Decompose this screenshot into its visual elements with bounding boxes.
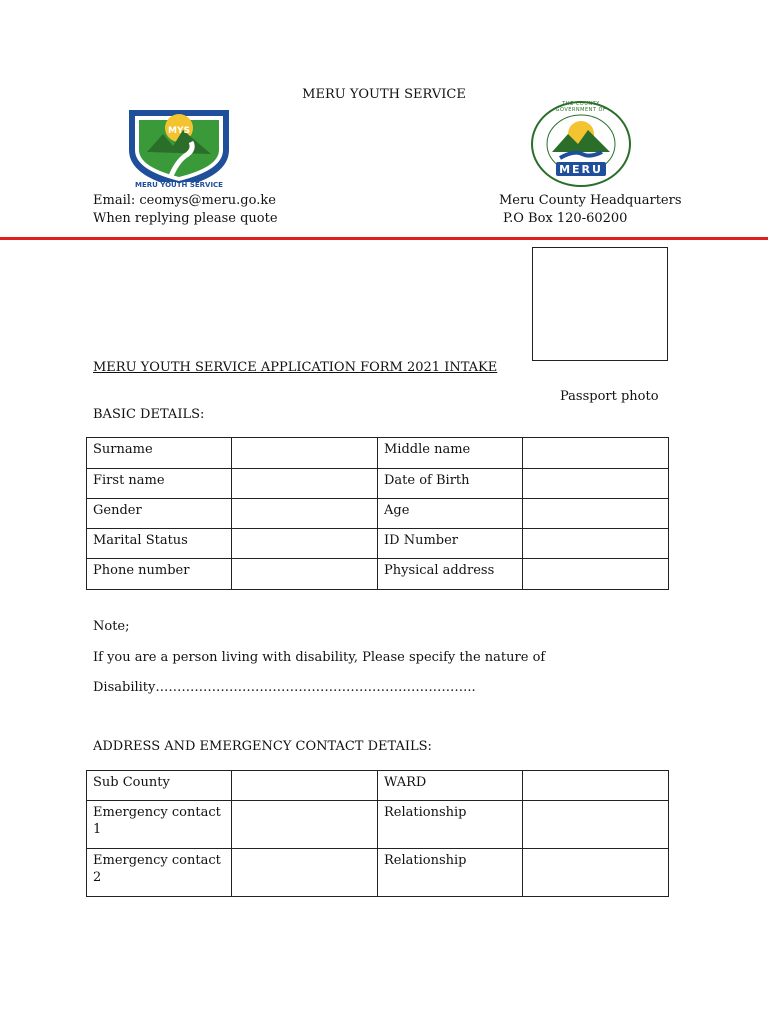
age-input[interactable] bbox=[523, 499, 669, 529]
emergency-contact-2-input[interactable] bbox=[232, 849, 378, 897]
surname-input[interactable] bbox=[232, 438, 378, 469]
field-label: Surname bbox=[87, 438, 232, 469]
field-label: Phone number bbox=[87, 559, 232, 590]
email-line: Email: ceomys@meru.go.ke bbox=[93, 193, 276, 208]
field-label: WARD bbox=[378, 771, 523, 801]
field-label: Date of Birth bbox=[378, 469, 523, 499]
mys-logo-text: MYS bbox=[168, 126, 190, 136]
table-row bbox=[87, 438, 669, 469]
page-title: MERU YOUTH SERVICE bbox=[302, 87, 466, 102]
table-row bbox=[87, 559, 669, 590]
sub-county-input[interactable] bbox=[232, 771, 378, 801]
table-row bbox=[87, 469, 669, 499]
field-label: Emergency contact 2 bbox=[87, 849, 232, 897]
table-row bbox=[87, 499, 669, 529]
passport-photo-box[interactable] bbox=[532, 247, 668, 361]
table-row bbox=[87, 801, 669, 849]
field-label: Physical address bbox=[378, 559, 523, 590]
table-row bbox=[87, 771, 669, 801]
phone-number-input[interactable] bbox=[232, 559, 378, 590]
marital-status-input[interactable] bbox=[232, 529, 378, 559]
field-label: Emergency contact 1 bbox=[87, 801, 232, 849]
table-row bbox=[87, 529, 669, 559]
header-divider bbox=[0, 237, 768, 240]
gender-input[interactable] bbox=[232, 499, 378, 529]
physical-address-input[interactable] bbox=[523, 559, 669, 590]
form-heading: MERU YOUTH SERVICE APPLICATION FORM 2021 INTAKE bbox=[93, 360, 498, 375]
field-label: Gender bbox=[87, 499, 232, 529]
seal-ring-text: THE COUNTY GOVERNMENT OF bbox=[555, 101, 607, 113]
address-heading: ADDRESS AND EMERGENCY CONTACT DETAILS: bbox=[93, 739, 432, 754]
emergency-contact-1-input[interactable] bbox=[232, 801, 378, 849]
id-number-input[interactable] bbox=[523, 529, 669, 559]
relationship-1-input[interactable] bbox=[523, 801, 669, 849]
first-name-input[interactable] bbox=[232, 469, 378, 499]
field-label: ID Number bbox=[378, 529, 523, 559]
meru-county-seal bbox=[530, 100, 632, 188]
seal-name: MERU bbox=[559, 163, 603, 176]
field-label: Relationship bbox=[378, 849, 523, 897]
disability-line[interactable]: Disability……………………………………………………………….. bbox=[93, 680, 476, 695]
field-label: First name bbox=[87, 469, 232, 499]
address-contact-table bbox=[86, 770, 669, 897]
field-label: Age bbox=[378, 499, 523, 529]
field-label: Relationship bbox=[378, 801, 523, 849]
field-label: Marital Status bbox=[87, 529, 232, 559]
po-box-line: P.O Box 120-60200 bbox=[503, 211, 628, 226]
field-label: Middle name bbox=[378, 438, 523, 469]
mys-logo-caption: MERU YOUTH SERVICE bbox=[135, 181, 223, 189]
relationship-2-input[interactable] bbox=[523, 849, 669, 897]
middle-name-input[interactable] bbox=[523, 438, 669, 469]
mys-logo bbox=[121, 106, 237, 192]
basic-details-heading: BASIC DETAILS: bbox=[93, 407, 205, 422]
basic-details-table bbox=[86, 437, 669, 590]
reply-note: When replying please quote bbox=[93, 211, 278, 226]
field-label: Sub County bbox=[87, 771, 232, 801]
note-label: Note; bbox=[93, 619, 130, 634]
table-row bbox=[87, 849, 669, 897]
date-of-birth-input[interactable] bbox=[523, 469, 669, 499]
passport-photo-label: Passport photo bbox=[560, 389, 659, 404]
ward-input[interactable] bbox=[523, 771, 669, 801]
hq-line: Meru County Headquarters bbox=[499, 193, 682, 208]
note-text: If you are a person living with disability, Please specify the nature of bbox=[93, 650, 546, 665]
